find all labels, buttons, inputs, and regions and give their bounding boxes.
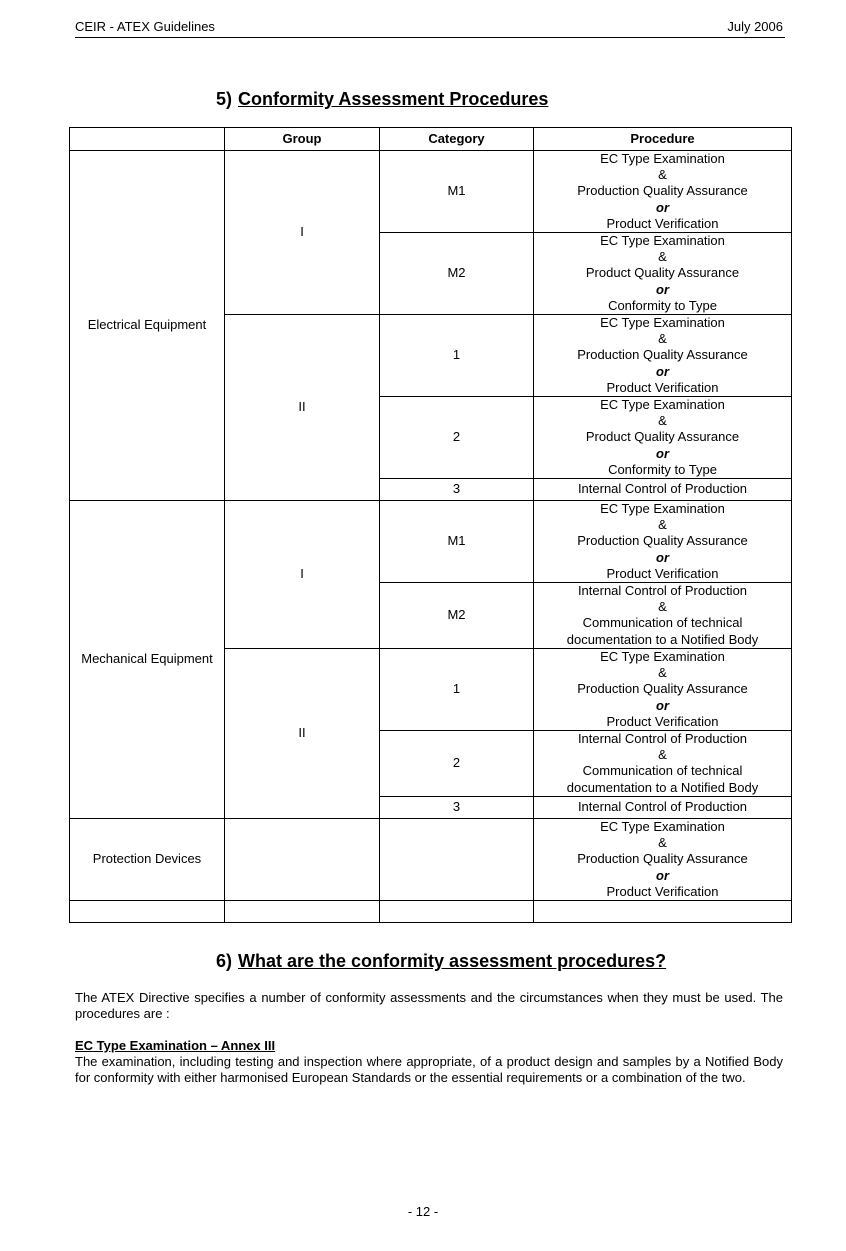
procedure-line: documentation to a Notified Body bbox=[566, 631, 759, 647]
section-5-heading bbox=[216, 89, 548, 110]
procedure-line: & bbox=[658, 665, 667, 681]
table-row-empty bbox=[70, 900, 792, 922]
empty-cell bbox=[534, 900, 792, 922]
procedure-line: Conformity to Type bbox=[608, 297, 717, 313]
procedure-line: & bbox=[658, 331, 667, 347]
procedure-line: or bbox=[656, 445, 669, 461]
procedure-line: or bbox=[656, 363, 669, 379]
procedure-line: Product Verification bbox=[606, 215, 719, 231]
group-cell: II bbox=[225, 648, 380, 818]
procedure-line: Conformity to Type bbox=[608, 461, 717, 477]
procedure-line: & bbox=[658, 835, 667, 851]
equipment-cell: Electrical Equipment bbox=[70, 151, 225, 501]
procedure-line: Internal Control of Production bbox=[577, 799, 748, 815]
procedure-cell bbox=[534, 796, 792, 818]
procedure-cell bbox=[534, 233, 792, 315]
procedure-line: & bbox=[658, 747, 667, 763]
procedure-line: EC Type Examination bbox=[600, 648, 725, 664]
procedure-line: EC Type Examination bbox=[600, 233, 725, 249]
procedure-cell bbox=[534, 501, 792, 583]
procedure-line: Production Quality Assurance bbox=[577, 851, 748, 867]
table-row bbox=[70, 151, 792, 233]
procedure-cell bbox=[534, 583, 792, 649]
procedure-cell bbox=[534, 730, 792, 796]
procedure-cell bbox=[534, 315, 792, 397]
section-6-title: What are the conformity assessment procedures? bbox=[238, 951, 667, 971]
category-cell bbox=[380, 818, 534, 900]
category-cell: 3 bbox=[380, 796, 534, 818]
header-doc-title: CEIR - ATEX Guidelines bbox=[75, 19, 215, 34]
category-cell: M1 bbox=[380, 501, 534, 583]
category-cell: M2 bbox=[380, 583, 534, 649]
category-cell: 2 bbox=[380, 730, 534, 796]
table-row bbox=[70, 818, 792, 900]
section-6-heading bbox=[216, 951, 666, 972]
category-cell: 1 bbox=[380, 648, 534, 730]
procedure-line: Internal Control of Production bbox=[577, 481, 748, 497]
header-group: Group bbox=[225, 128, 380, 151]
category-cell: M1 bbox=[380, 151, 534, 233]
category-cell: M2 bbox=[380, 233, 534, 315]
procedure-cell bbox=[534, 151, 792, 233]
procedure-line: or bbox=[656, 697, 669, 713]
procedure-line: documentation to a Notified Body bbox=[566, 779, 759, 795]
procedure-line: EC Type Examination bbox=[600, 397, 725, 413]
procedure-line: Product Verification bbox=[606, 565, 719, 581]
procedure-line: or bbox=[656, 549, 669, 565]
procedure-line: Production Quality Assurance bbox=[577, 347, 748, 363]
procedure-line: EC Type Examination bbox=[600, 501, 725, 517]
group-cell: I bbox=[225, 501, 380, 649]
procedure-cell bbox=[534, 479, 792, 501]
header-category: Category bbox=[380, 128, 534, 151]
header-date: July 2006 bbox=[727, 19, 783, 34]
procedure-line: & bbox=[658, 249, 667, 265]
group-cell: II bbox=[225, 315, 380, 501]
table-header-row bbox=[70, 128, 792, 151]
procedure-line: EC Type Examination bbox=[600, 818, 725, 834]
procedure-line: Production Quality Assurance bbox=[577, 183, 748, 199]
equipment-cell: Protection Devices bbox=[70, 818, 225, 900]
ec-type-subheading: EC Type Examination – Annex III bbox=[75, 1038, 276, 1053]
procedure-line: Production Quality Assurance bbox=[577, 533, 748, 549]
group-cell: I bbox=[225, 151, 380, 315]
procedure-line: & bbox=[658, 413, 667, 429]
section-6-number: 6) bbox=[216, 951, 233, 971]
procedure-line: Internal Control of Production bbox=[577, 583, 748, 599]
group-cell bbox=[225, 818, 380, 900]
procedure-line: & bbox=[658, 167, 667, 183]
header-blank bbox=[70, 128, 225, 151]
table-row bbox=[70, 501, 792, 583]
category-cell: 1 bbox=[380, 315, 534, 397]
page-number: - 12 - bbox=[407, 1204, 439, 1219]
procedure-line: Production Quality Assurance bbox=[577, 681, 748, 697]
procedure-line: & bbox=[658, 599, 667, 615]
procedure-line: Product Verification bbox=[606, 713, 719, 729]
procedure-cell bbox=[534, 648, 792, 730]
section-5-number: 5) bbox=[216, 89, 233, 109]
procedure-line: Product Verification bbox=[606, 883, 719, 899]
procedure-line: Internal Control of Production bbox=[577, 731, 748, 746]
procedure-line: Product Quality Assurance bbox=[585, 429, 740, 445]
equipment-cell: Mechanical Equipment bbox=[70, 501, 225, 819]
procedure-line: or bbox=[656, 281, 669, 297]
section-5-title: Conformity Assessment Procedures bbox=[238, 89, 549, 109]
procedure-line: Communication of technical bbox=[582, 763, 743, 779]
page-header bbox=[75, 17, 785, 38]
conformity-table bbox=[69, 127, 792, 923]
procedure-cell bbox=[534, 818, 792, 900]
category-cell: 2 bbox=[380, 397, 534, 479]
ec-type-paragraph: The examination, including testing and inspection where appropriate, of a product design and samples by a Notified Body for conformity with either harmonised European Standards or the essential requirements or a combination of the two. bbox=[75, 1054, 783, 1085]
procedure-cell bbox=[534, 397, 792, 479]
procedure-line: Product Quality Assurance bbox=[585, 265, 740, 281]
procedure-line: Product Verification bbox=[606, 379, 719, 395]
procedure-line: EC Type Examination bbox=[600, 315, 725, 331]
procedure-line: or bbox=[656, 867, 669, 883]
empty-cell bbox=[70, 900, 225, 922]
header-procedure: Procedure bbox=[534, 128, 792, 151]
procedure-line: or bbox=[656, 199, 669, 215]
section-6-intro: The ATEX Directive specifies a number of conformity assessments and the circumstances when they must be used. The procedures are : bbox=[75, 990, 783, 1021]
empty-cell bbox=[225, 900, 380, 922]
procedure-line: Communication of technical bbox=[582, 615, 743, 631]
empty-cell bbox=[380, 900, 534, 922]
procedure-line: EC Type Examination bbox=[600, 151, 725, 166]
category-cell: 3 bbox=[380, 479, 534, 501]
procedure-line: & bbox=[658, 517, 667, 533]
